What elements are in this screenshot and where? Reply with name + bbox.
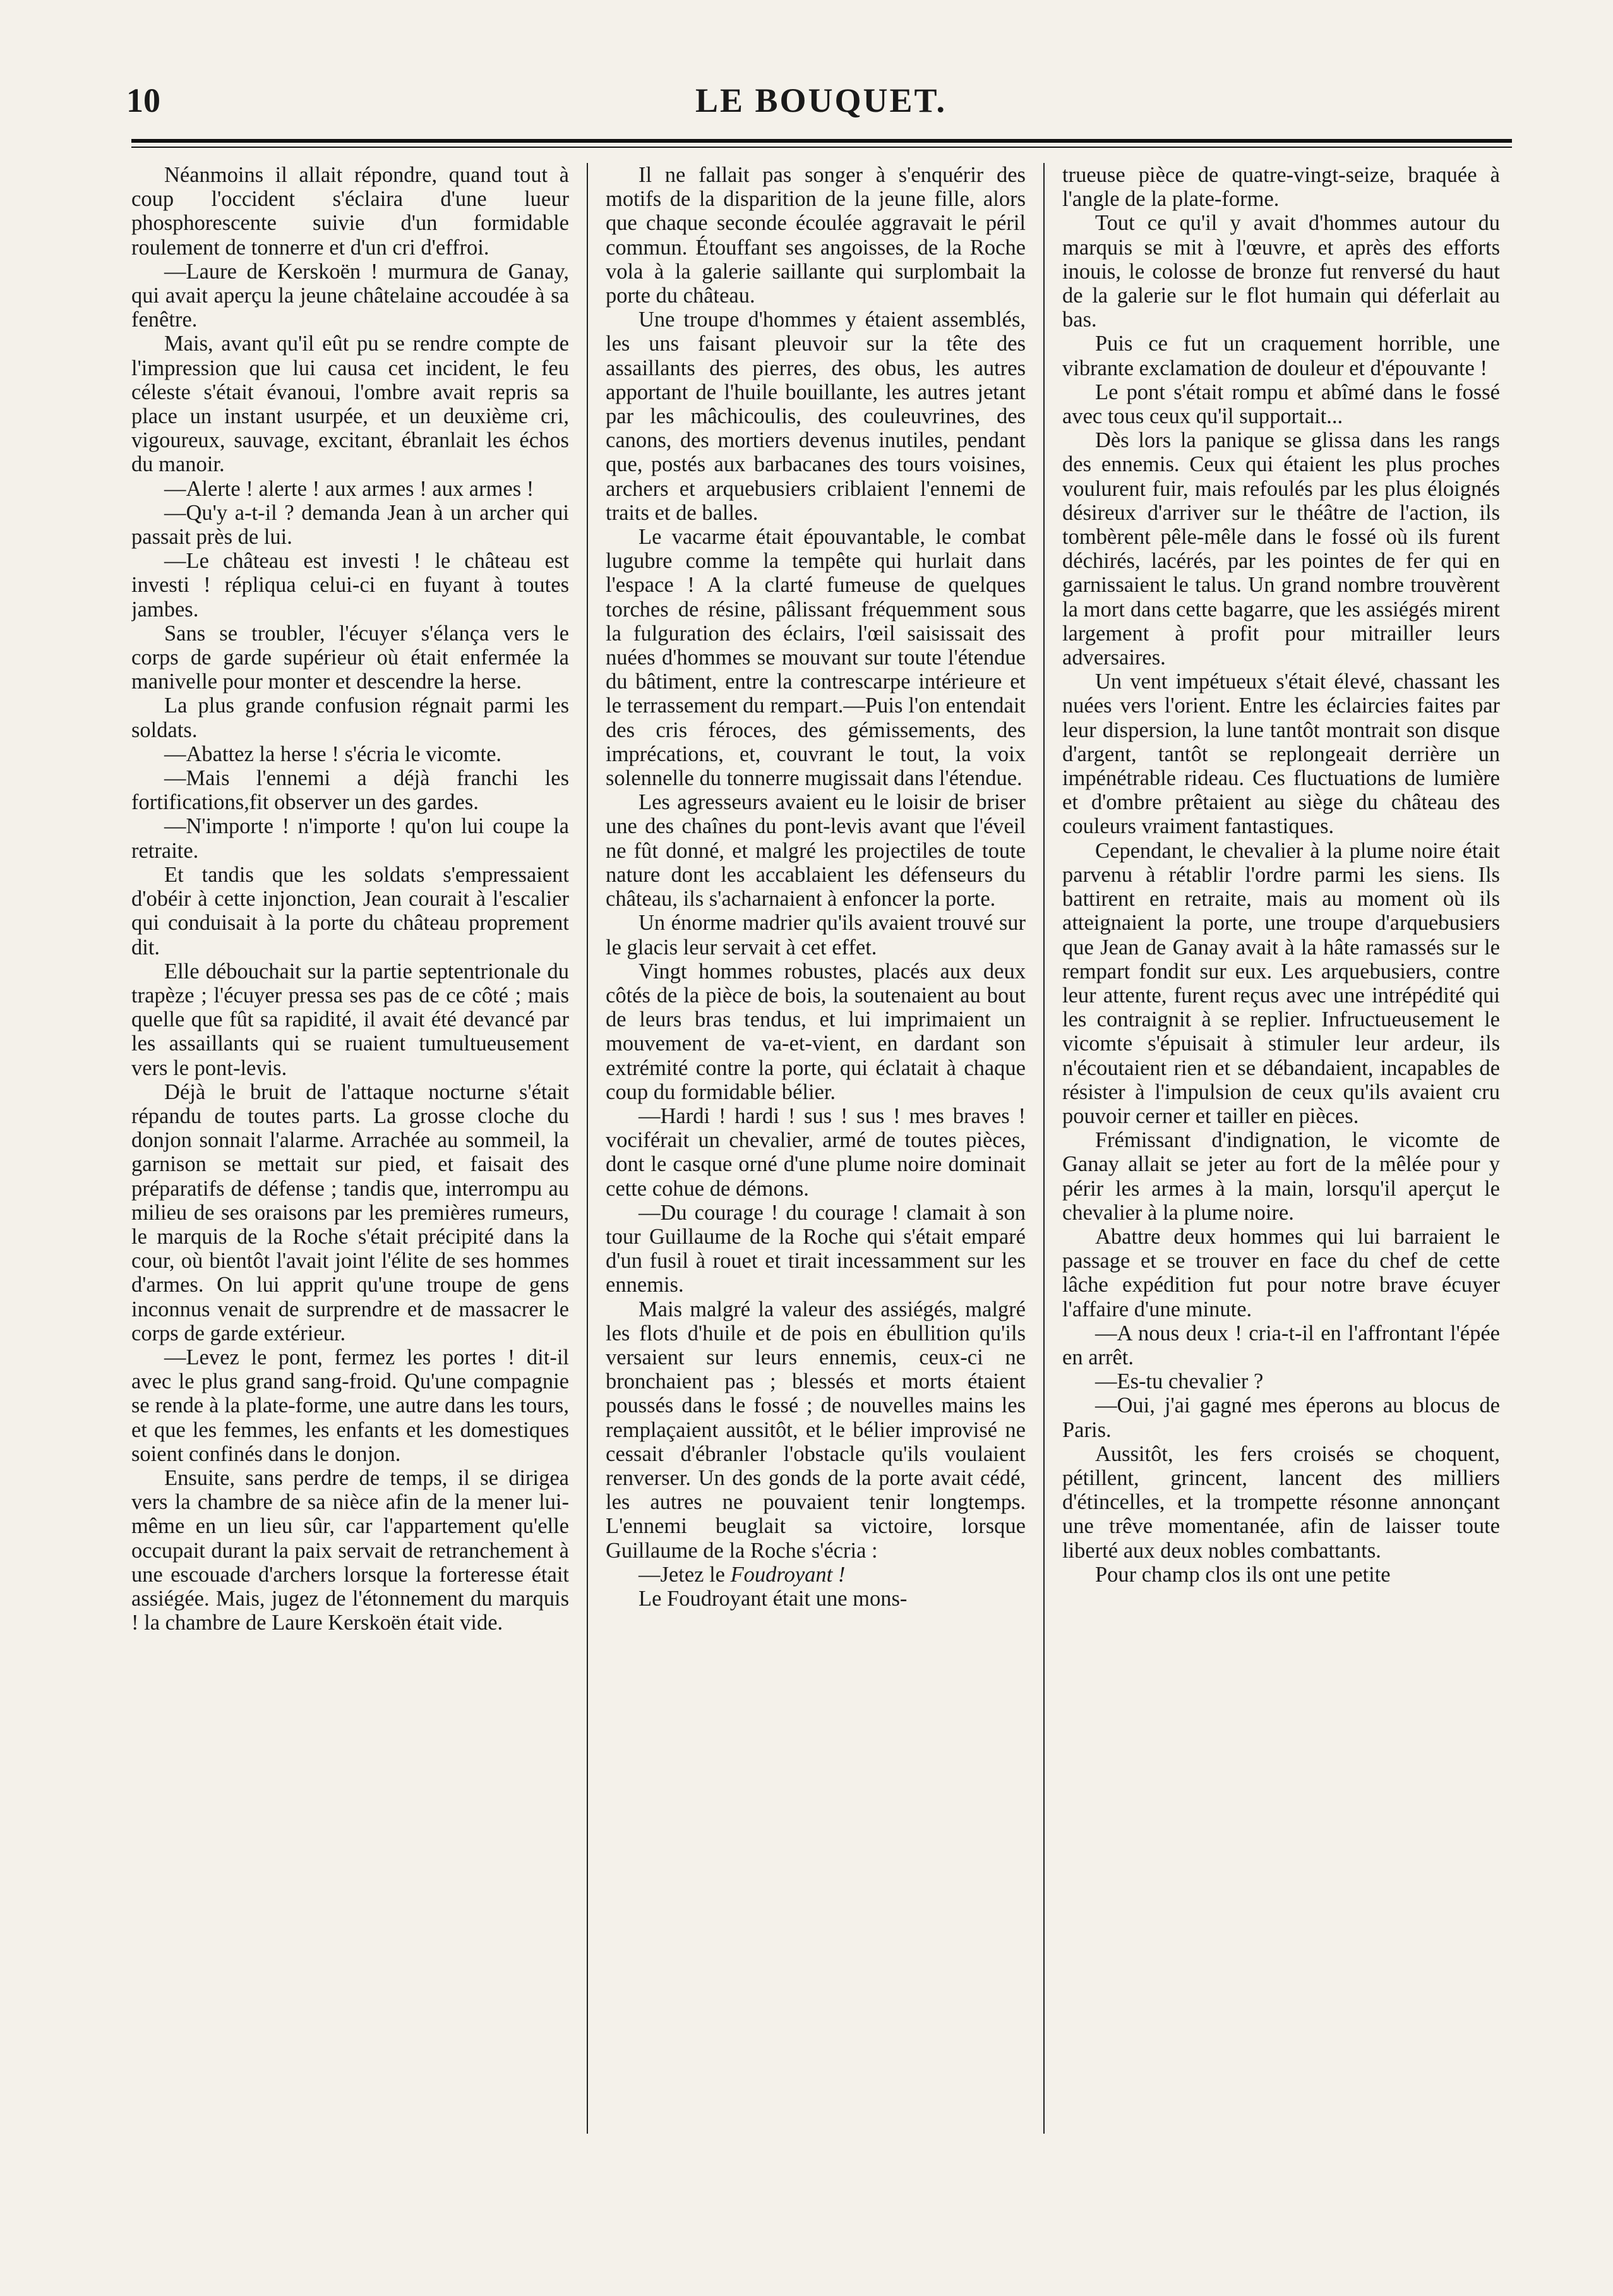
header-rule-thin	[131, 147, 1512, 148]
paragraph: Abattre deux hommes qui lui barraient le passage et se trouver en face du chef de cette lâche expédition fut pour notre brave écuyer l'affaire d'une minute.	[1062, 1224, 1500, 1321]
paragraph: Aussitôt, les fers croisés se choquent, pétillent, grincent, lancent des milliers d'étincelles, et la trompette résonne annonçant une trêve momentanée, afin de laisser toute liberté aux deux nobles combattants.	[1062, 1441, 1500, 1563]
paragraph: Puis ce fut un craquement horrible, une vibrante exclamation de douleur et d'épouvante !	[1062, 332, 1500, 380]
paragraph: Tout ce qu'il y avait d'hommes autour du marquis se mit à l'œuvre, et après des efforts inouis, le colosse de bronze fut renversé du haut de la galerie sur le flot humain qui déferlait au bas.	[1062, 211, 1500, 332]
page-header	[126, 76, 1516, 126]
running-title: LE BOUQUET.	[695, 81, 947, 119]
paragraph: Vingt hommes robustes, placés aux deux côtés de la pièce de bois, la soutenaient au bout de leurs bras tendus, et lui imprimaient un mouvement de va-et-vient, en dardant son extrémité contre la porte, qui éclatait à chaque coup du formidable bélier.	[606, 959, 1026, 1104]
paragraph: La plus grande confusion régnait parmi les soldats.	[131, 694, 569, 742]
paragraph: Ensuite, sans perdre de temps, il se dirigea vers la chambre de sa nièce afin de la mener lui-même en un lieu sûr, car l'appartement qu'elle occupait durant la paix servait de retranchement à une escouade d'archers lorsque la forteresse était assiégée. Mais, jugez de l'étonnement du marquis ! la chambre de Laure Kerskoën était vide.	[131, 1465, 569, 1635]
paragraph: —A nous deux ! cria-t-il en l'affrontant l'épée en arrêt.	[1062, 1321, 1500, 1369]
paragraph: Sans se troubler, l'écuyer s'élança vers le corps de garde supérieur où était enfermée la manivelle pour monter et descendre la herse.	[131, 621, 569, 694]
paragraph: —N'importe ! n'importe ! qu'on lui coupe la retraite.	[131, 814, 569, 863]
paragraph: —Mais l'ennemi a déjà franchi les fortifications,fit observer un des gardes.	[131, 766, 569, 815]
paragraph: Un vent impétueux s'était élevé, chassant les nuées vers l'orient. Entre les éclaircies faites par leur dispersion, la lune tantôt montrait son disque d'argent, tantôt se replongeait derrière un impénétrable rideau. Ces fluctuations de lumière et d'ombre prêtaient au siège du château des couleurs vraiment fantastiques.	[1062, 670, 1500, 839]
paragraph: —Le château est investi ! le château est investi ! répliqua celui-ci en fuyant à toutes jambes.	[131, 549, 569, 622]
dialogue-text: —Jetez le	[639, 1562, 731, 1587]
paragraph: Le pont s'était rompu et abîmé dans le fossé avec tous ceux qu'il supportait...	[1062, 380, 1500, 429]
paragraph: —Hardi ! hardi ! sus ! sus ! mes braves ! vociférait un chevalier, armé de toutes pièces, dont le casque orné d'une plume noire dominait cette cohue de démons.	[606, 1103, 1026, 1201]
ship-name-italic: Foudroyant !	[730, 1562, 846, 1587]
paragraph: Cependant, le chevalier à la plume noire était parvenu à rétablir l'ordre parmi les siens. Ils battirent en retraite, mais au moment où ils atteignaient la porte, une troupe d'arquebusiers que Jean de Ganay avait à la hâte ramassés sur le rempart fondit sur eux. Les arquebusiers, contre leur attente, furent reçus avec une intrépédité qui les contraignit à se replier. Infructueusement le vicomte s'épuisait à stimuler leur ardeur, ils n'écoutaient rien et se débandaient, incapables de résister à l'impulsion de ceux qu'ils avaient cru pouvoir cerner et tailler en pièces.	[1062, 838, 1500, 1128]
column-1	[131, 163, 587, 2159]
paragraph: —Laure de Kerskoën ! murmura de Ganay, qui avait aperçu la jeune châtelaine accoudée à sa fenêtre.	[131, 259, 569, 332]
paragraph: Pour champ clos ils ont une petite	[1095, 1562, 1391, 1587]
paragraph: Le Foudroyant était une mons-	[639, 1586, 908, 1611]
paragraph: Frémissant d'indignation, le vicomte de Ganay allait se jeter au fort de la mêlée pour y périr les armes à la main, lorsqu'il aperçut le chevalier à la plume noire.	[1062, 1128, 1500, 1225]
paragraph: —Es-tu chevalier ?	[1095, 1369, 1264, 1394]
column-3	[1045, 163, 1500, 2159]
paragraph: Néanmoins il allait répondre, quand tout à coup l'occident s'éclaira d'une lueur phosphorescente suivie d'un formidable roulement de tonnerre et d'un cri d'effroi.	[131, 163, 569, 260]
paragraph: —Levez le pont, fermez les portes ! dit-il avec le plus grand sang-froid. Qu'une compagnie se rende à la plate-forme, une autre dans les tours, et que les femmes, les enfants et les domestiques soient confinés dans le donjon.	[131, 1345, 569, 1466]
paragraph: —Alerte ! alerte ! aux armes ! aux armes !	[164, 476, 534, 501]
paragraph: Déjà le bruit de l'attaque nocturne s'était répandu de toutes parts. La grosse cloche du donjon sonnait l'alarme. Arrachée au sommeil, la garnison se mettait sur pied, et faisait des préparatifs de défense ; tandis que, interrompu au milieu de ses oraisons par les premières rumeurs, le marquis de la Roche s'était précipité dans la cour, où bientôt l'avait joint l'élite de ses hommes d'armes. On lui apprit qu'une troupe de gens inconnus venait de surprendre et de massacrer le corps de garde extérieur.	[131, 1079, 569, 1345]
page-number: 10	[126, 81, 160, 119]
paragraph: Une troupe d'hommes y étaient assemblés, les uns faisant pleuvoir sur la tête des assaillants des pierres, des obus, les autres apportant de l'huile bouillante, les autres jetant par les mâchicoulis, des couleuvrines, des canons, des mortiers devenus inutiles, pendant que, postés aux barbacanes des tours voisines, archers et arquebusiers criblaient l'ennemi de traits et de balles.	[606, 308, 1026, 525]
paragraph-continued: trueuse pièce de quatre-vingt-seize, braquée à l'angle de la plate-forme.	[1062, 163, 1500, 212]
paragraph: —Abattez la herse ! s'écria le vicomte.	[164, 742, 502, 766]
paragraph: —Oui, j'ai gagné mes éperons au blocus de Paris.	[1062, 1393, 1500, 1442]
paragraph: Mais malgré la valeur des assiégés, malgré les flots d'huile et de pois en ébullition qu'ils versaient sur leurs ennemis, ceux-ci ne bronchaient pas ; blessés et morts étaient poussés dans le fossé ; de nouvelles mains les remplaçaient aussitôt, et le bélier improvisé ne cessait d'ébranler l'obstacle qu'ils voulaient renverser. Un des gonds de la porte avait cédé, les autres ne pouvaient tenir longtemps. L'ennemi beuglait sa victoire, lorsque Guillaume de la Roche s'écria :	[606, 1297, 1026, 1563]
paragraph: Mais, avant qu'il eût pu se rendre compte de l'impression que lui causa cet incident, le feu céleste s'était évanoui, l'ombre avait repris sa place un instant usurpée, et un deuxième cri, vigoureux, sauvage, excitant, ébranlait les échos du manoir.	[131, 332, 569, 477]
header-rule-thick	[131, 139, 1512, 143]
paragraph: Dès lors la panique se glissa dans les rangs des ennemis. Ceux qui étaient les plus proches voulurent fuir, mais refoulés par les plus éloignés désireux d'arriver sur le théâtre de l'action, ils tombèrent pêle-mêle dans le fossé où ils furent déchirés, lacérés, par les pointes de fer qui en garnissaient le talus. Un grand nombre trouvèrent la mort dans cette bagarre, que les assiégés mirent largement à profit pour mitrailler leurs adversaires.	[1062, 428, 1500, 670]
text-columns	[131, 163, 1512, 2159]
paragraph: Elle débouchait sur la partie septentrionale du trapèze ; l'écuyer pressa ses pas de ce côté ; mais quelle que fût sa rapidité, il avait été devancé par les assaillants qui se ruaient tumultueusement vers le pont-levis.	[131, 959, 569, 1080]
column-2	[588, 163, 1043, 2159]
paragraph	[606, 1563, 1026, 1587]
paragraph: Il ne fallait pas songer à s'enquérir des motifs de la disparition de la jeune fille, alors que chaque seconde écoulée aggravait le péril commun. Étouffant ses angoisses, de la Roche vola à la galerie saillante qui surplombait la porte du château.	[606, 163, 1026, 308]
paragraph: Un énorme madrier qu'ils avaient trouvé sur le glacis leur servait à cet effet.	[606, 911, 1026, 959]
paragraph: Le vacarme était épouvantable, le combat lugubre comme la tempête qui hurlait dans l'espace ! A la clarté fumeuse de quelques torches de résine, pâlissant fréquemment sous la fulguration des éclairs, l'œil saisissait des nuées d'hommes se mouvant sur toute l'étendue du bâtiment, entre la contrescarpe intérieure et le terrassement du rempart.—Puis l'on entendait des cris féroces, des gémissements, des imprécations, et, couvrant le tout, la voix solennelle du tonnerre mugissait dans l'étendue.	[606, 525, 1026, 791]
paragraph: Les agresseurs avaient eu le loisir de briser une des chaînes du pont-levis avant que l'éveil ne fût donné, et malgré les projectiles de toute nature dont les accablaient les défenseurs du château, ils s'acharnaient à enfoncer la porte.	[606, 790, 1026, 911]
paragraph: Et tandis que les soldats s'empressaient d'obéir à cette injonction, Jean courait à l'escalier qui conduisait à la porte du château proprement dit.	[131, 862, 569, 959]
paragraph: —Du courage ! du courage ! clamait à son tour Guillaume de la Roche qui s'était emparé d'un fusil à rouet et tirait incessamment sur les ennemis.	[606, 1200, 1026, 1297]
paragraph: —Qu'y a-t-il ? demanda Jean à un archer qui passait près de lui.	[131, 500, 569, 550]
